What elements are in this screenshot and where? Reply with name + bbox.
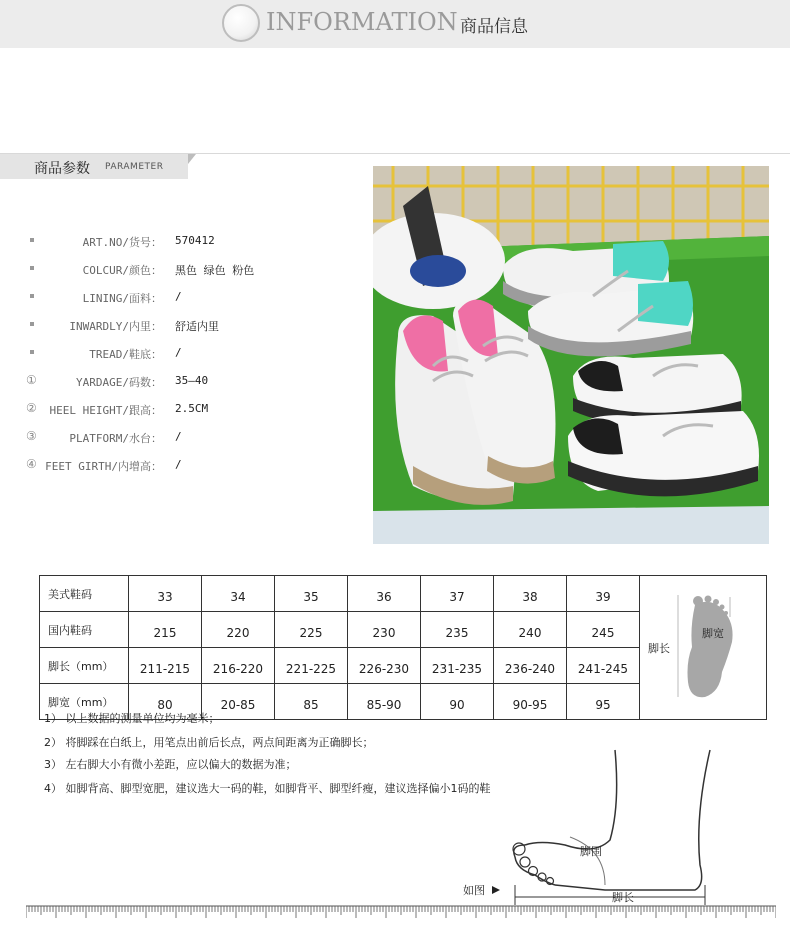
table-cell: 38 bbox=[494, 576, 567, 612]
ruler bbox=[26, 904, 776, 918]
table-cell: 90-95 bbox=[494, 684, 567, 720]
spec-value: 570412 bbox=[175, 234, 215, 247]
spec-value: 黑色 绿色 粉色 bbox=[175, 264, 255, 277]
spec-row-art-no bbox=[0, 234, 370, 254]
square-bullet-icon bbox=[30, 350, 34, 354]
spec-value: 2.5CM bbox=[175, 402, 209, 415]
table-cell: 36 bbox=[348, 576, 421, 612]
table-cell: 230 bbox=[348, 612, 421, 648]
see-figure-label: 如图 bbox=[463, 884, 485, 897]
table-cell: 245 bbox=[567, 612, 640, 648]
table-cell: 240 bbox=[494, 612, 567, 648]
spec-label: PLATFORM/水台： bbox=[69, 432, 162, 445]
spec-label: YARDAGE/码数： bbox=[76, 376, 162, 389]
foot-sole-icon bbox=[640, 587, 766, 705]
circled-three-icon: ③ bbox=[26, 429, 37, 443]
spec-label: FEET GIRTH/内增高： bbox=[45, 460, 162, 473]
table-cell: 236-240 bbox=[494, 648, 567, 684]
table-cell: 80 bbox=[129, 684, 202, 720]
spec-row-tread bbox=[0, 346, 370, 366]
circled-four-icon: ④ bbox=[26, 457, 37, 471]
spec-value: / bbox=[175, 458, 182, 471]
spec-label: ART.NO/货号： bbox=[82, 236, 162, 249]
table-cell: 85 bbox=[275, 684, 348, 720]
table-cell: 34 bbox=[202, 576, 275, 612]
spec-row-platform bbox=[0, 430, 370, 450]
square-bullet-icon bbox=[30, 322, 34, 326]
spec-row-feet-girth bbox=[0, 458, 370, 478]
table-cell: 231-235 bbox=[421, 648, 494, 684]
parameter-tab bbox=[0, 154, 188, 179]
parameter-title-cn: 商品参数 bbox=[34, 161, 90, 177]
spec-value: / bbox=[175, 346, 182, 359]
square-bullet-icon bbox=[30, 238, 34, 242]
spec-row-colour bbox=[0, 262, 370, 282]
header-title-en: INFORMATION bbox=[266, 8, 458, 36]
table-cell: 33 bbox=[129, 576, 202, 612]
spec-row-lining bbox=[0, 290, 370, 310]
foot-length-label: 脚长 bbox=[648, 642, 670, 655]
circled-one-icon: ① bbox=[26, 373, 37, 387]
spec-value: 35—40 bbox=[175, 374, 209, 387]
spec-label: HEEL HEIGHT/跟高： bbox=[49, 404, 162, 417]
spec-row-heel-height bbox=[0, 402, 370, 422]
square-bullet-icon bbox=[30, 294, 34, 298]
table-cell: 35 bbox=[275, 576, 348, 612]
shoes-illustration bbox=[373, 166, 769, 544]
spec-label: LINING/面料： bbox=[82, 292, 162, 305]
circled-two-icon: ② bbox=[26, 401, 37, 415]
row-header: 脚宽（mm） bbox=[40, 684, 129, 720]
table-cell: 225 bbox=[275, 612, 348, 648]
size-table bbox=[39, 575, 767, 720]
table-cell: 37 bbox=[421, 576, 494, 612]
spec-row-inwardly bbox=[0, 318, 370, 338]
length-label: 脚长 bbox=[612, 891, 634, 904]
table-cell: 95 bbox=[567, 684, 640, 720]
foot-figure-cell bbox=[640, 576, 767, 720]
row-header: 脚长（mm） bbox=[40, 648, 129, 684]
row-header: 美式鞋码 bbox=[40, 576, 129, 612]
table-cell: 221-225 bbox=[275, 648, 348, 684]
square-bullet-icon bbox=[30, 266, 34, 270]
spec-value: 舒适内里 bbox=[175, 320, 219, 333]
spec-row-yardage bbox=[0, 374, 370, 394]
table-cell: 211-215 bbox=[129, 648, 202, 684]
table-cell: 241-245 bbox=[567, 648, 640, 684]
product-photo bbox=[373, 166, 769, 544]
table-cell: 215 bbox=[129, 612, 202, 648]
table-cell: 216-220 bbox=[202, 648, 275, 684]
table-cell: 220 bbox=[202, 612, 275, 648]
note-item: 3） 左右脚大小有微小差距，应以偏大的数据为准； bbox=[44, 758, 297, 771]
header-title-cn: 商品信息 bbox=[460, 17, 528, 37]
spec-label: COLCUR/颜色： bbox=[82, 264, 162, 277]
info-header bbox=[0, 0, 790, 48]
note-item: 2） 将脚踩在白纸上，用笔点出前后长点，两点间距离为正确脚长； bbox=[44, 736, 374, 749]
table-cell: 235 bbox=[421, 612, 494, 648]
foot-measure-diagram bbox=[455, 745, 725, 915]
parameter-title-en: PARAMETER bbox=[105, 162, 164, 172]
table-cell: 226-230 bbox=[348, 648, 421, 684]
row-header: 国内鞋码 bbox=[40, 612, 129, 648]
foot-outline-icon bbox=[455, 745, 725, 915]
table-cell: 20-85 bbox=[202, 684, 275, 720]
spec-value: / bbox=[175, 430, 182, 443]
spec-label: INWARDLY/内里： bbox=[69, 320, 162, 333]
spec-value: / bbox=[175, 290, 182, 303]
table-row bbox=[40, 576, 767, 612]
table-cell: 39 bbox=[567, 576, 640, 612]
ruler-ticks-icon bbox=[26, 905, 776, 919]
girth-label: 脚围 bbox=[580, 845, 602, 858]
foot-width-label: 脚宽 bbox=[702, 627, 724, 640]
table-cell: 90 bbox=[421, 684, 494, 720]
header-circle-icon bbox=[222, 4, 260, 42]
table-cell: 85-90 bbox=[348, 684, 421, 720]
note-item: 4） 如脚背高、脚型宽肥，建议选大一码的鞋，如脚背平、脚型纤瘦，建议选择偏小1码的鞋 bbox=[44, 782, 491, 795]
arrow-right-icon bbox=[492, 886, 500, 894]
note-item: 1） 以上数据的测量单位均为毫米； bbox=[44, 712, 220, 725]
spec-label: TREAD/鞋底： bbox=[89, 348, 162, 361]
